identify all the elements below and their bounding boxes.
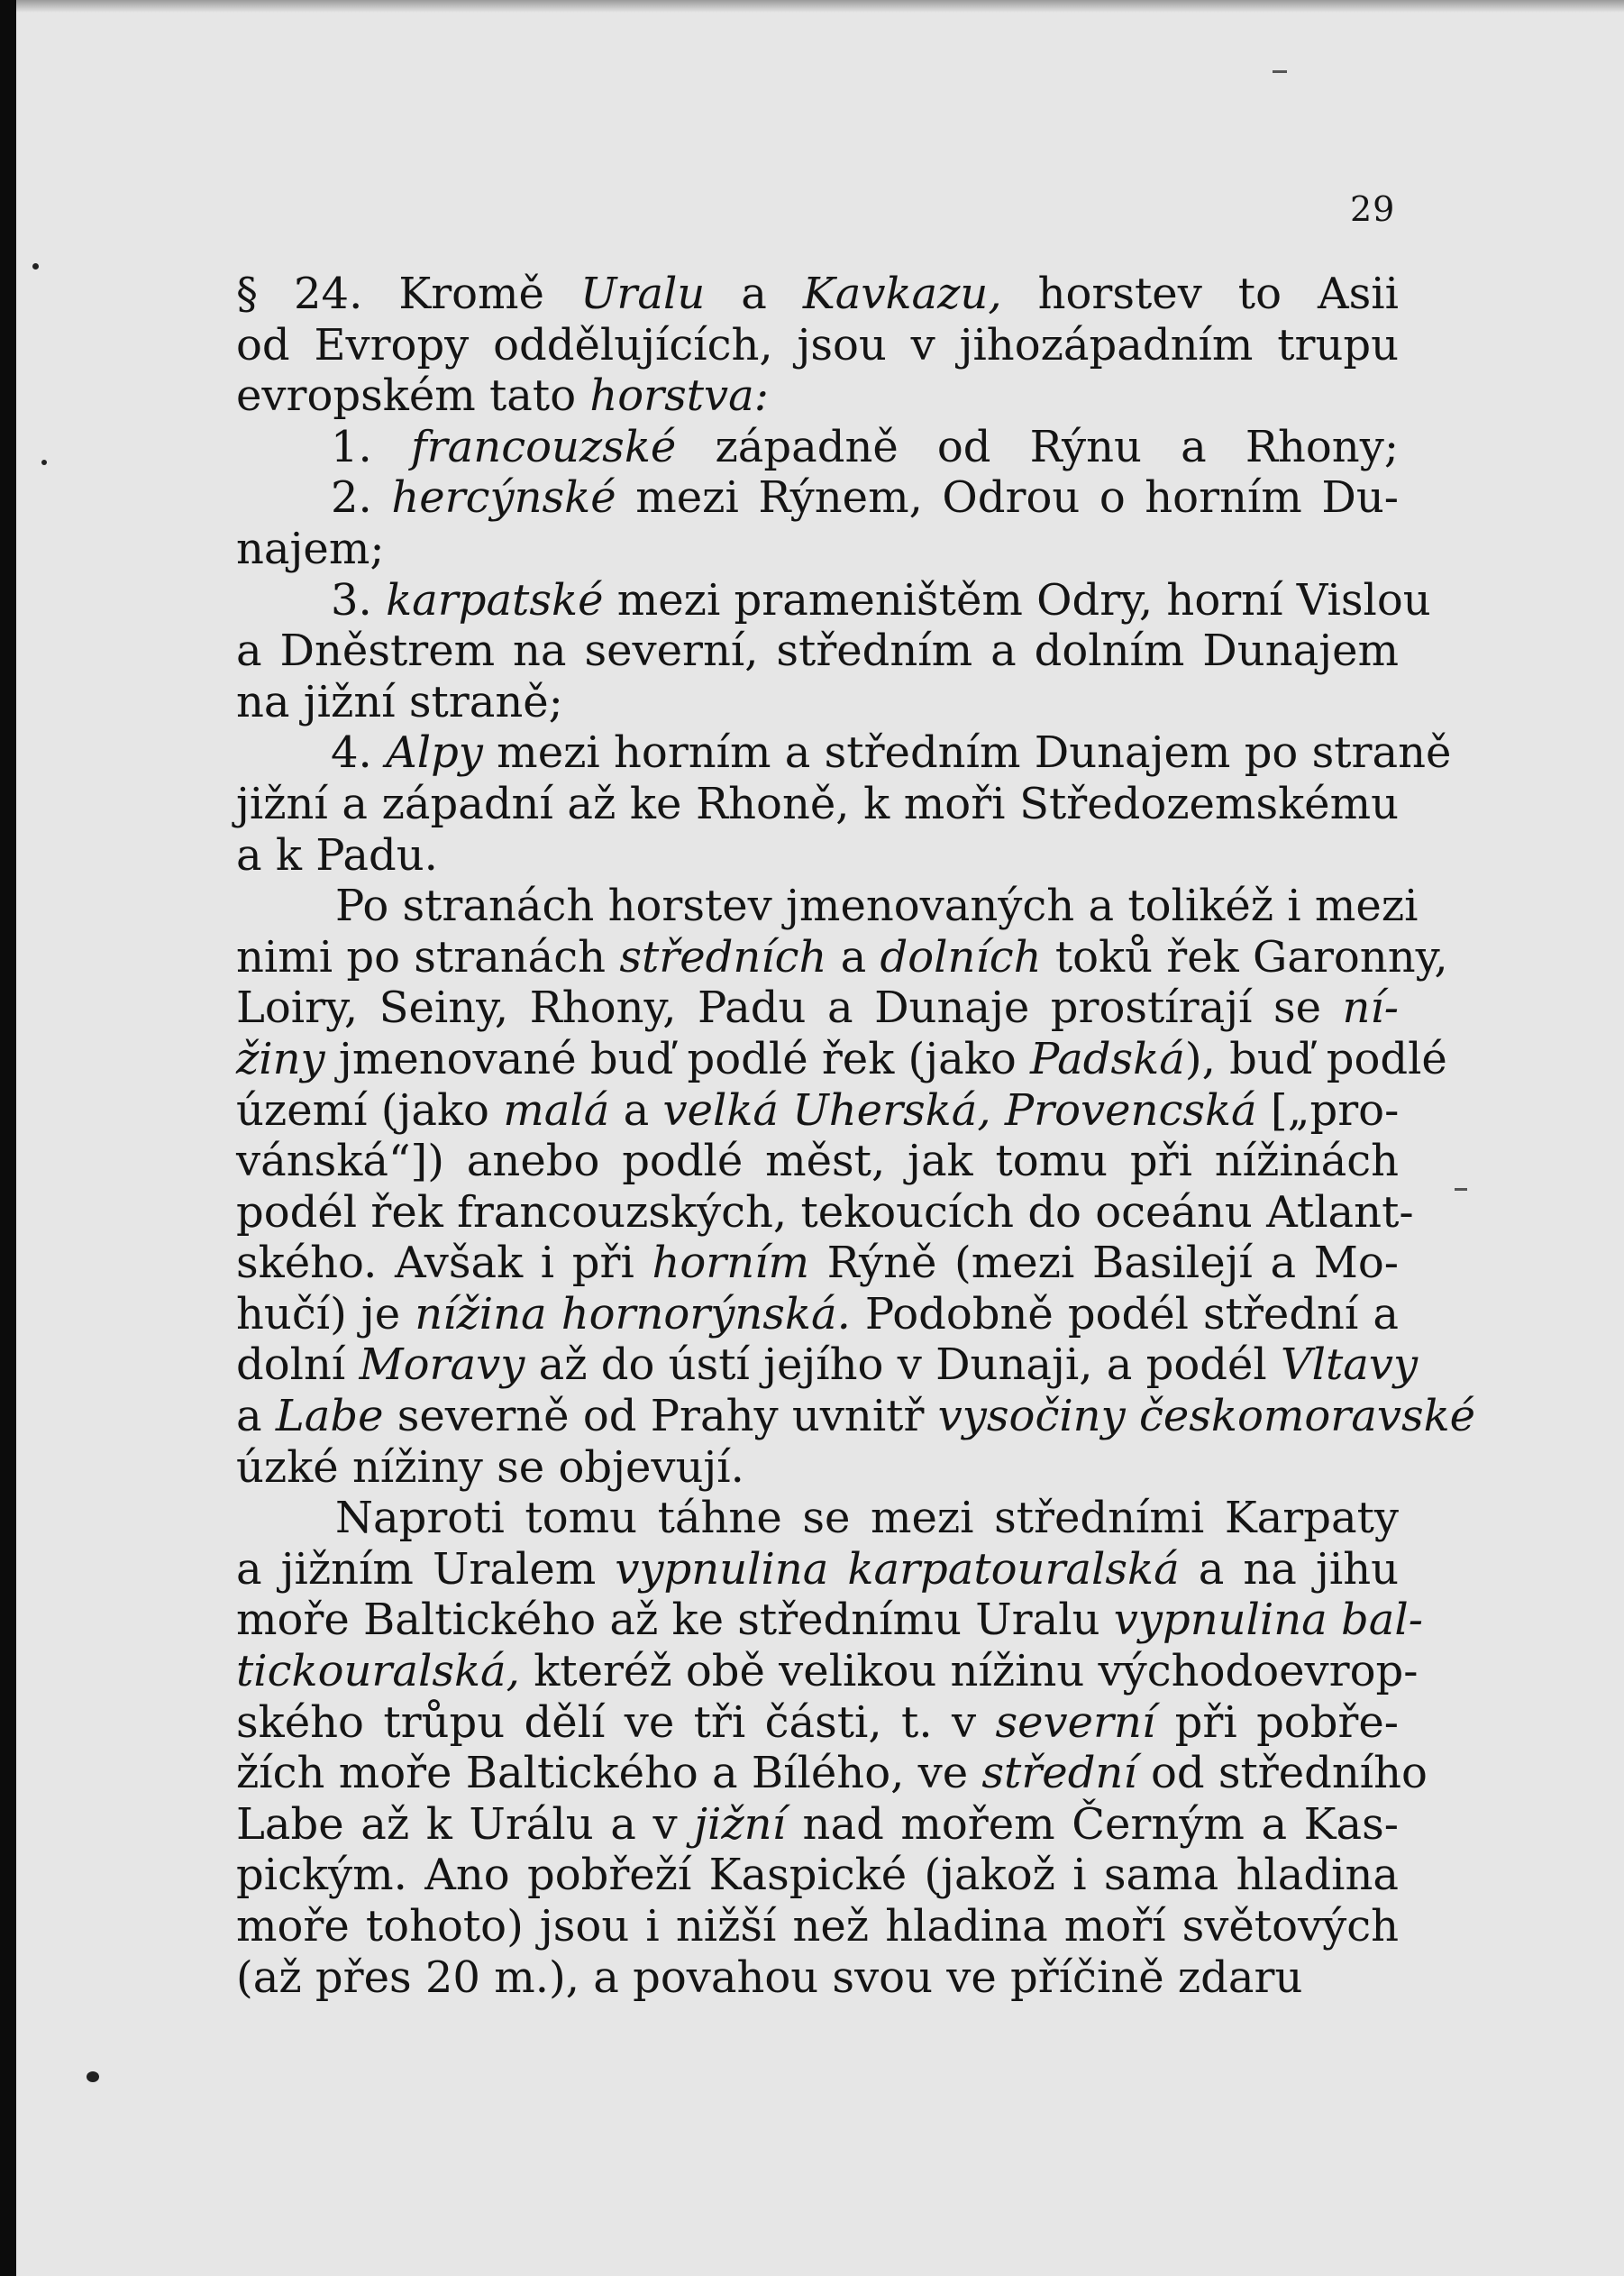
italic-term: žiny (236, 1033, 325, 1084)
text-line (236, 1646, 1419, 1697)
text-run: evropském tato (236, 370, 590, 422)
text-run: moře Baltického až ke střednímu Uralu (236, 1595, 1114, 1646)
text-run: § 24. Kromě (236, 269, 580, 319)
text-run: ského trůpu dělí ve tři části, t. v (236, 1696, 996, 1748)
scan-speck (87, 2071, 99, 2082)
page-number: 29 (1350, 189, 1396, 229)
text-run: dolní (236, 1339, 360, 1391)
text-run: západně od Rýnu a Rhony; (676, 421, 1399, 472)
italic-term: Vltavy (1280, 1339, 1419, 1391)
italic-term: vysočiny českomoravské (937, 1391, 1476, 1442)
text-run: ), buď podlé (1184, 1033, 1447, 1084)
text-line (236, 370, 1399, 422)
text-run: 2. (331, 472, 392, 524)
italic-term: velká Uherská, Provencská (662, 1084, 1257, 1136)
italic-term: horním (652, 1238, 810, 1289)
text-line (236, 626, 1399, 677)
text-run: jmenované buď podlé řek (jako (324, 1033, 1031, 1084)
text-line (236, 1493, 1399, 1544)
text-line (236, 1085, 1399, 1137)
text-line (236, 1850, 1399, 1901)
text-run: 1. (331, 421, 411, 472)
italic-term: horstva: (589, 370, 769, 422)
text-line (236, 1442, 1399, 1494)
italic-term: tickouralská, (236, 1646, 520, 1697)
text-line (236, 983, 1399, 1034)
text-run: nad mořem Černým a Kas- (785, 1798, 1399, 1850)
italic-term: Uralu (579, 269, 706, 319)
text-run: a (826, 931, 880, 983)
text-run: horstev to Asii (1001, 269, 1399, 319)
scan-top-shadow (16, 0, 1624, 13)
text-run: ského. Avšak i při (236, 1238, 652, 1289)
text-run: žích moře Baltického a Bílého, ve (236, 1748, 982, 1799)
italic-term: vypnulina karpatouralská (615, 1543, 1180, 1595)
text-line (236, 830, 1399, 882)
text-run: severně od Prahy uvnitř (383, 1391, 938, 1442)
text-run: Naproti tomu táhne se mezi středními Karpaty (335, 1493, 1399, 1544)
text-run: a k Padu. (236, 829, 438, 881)
scan-speck (32, 263, 39, 270)
text-line (236, 727, 1452, 779)
text-run: a Dněstrem na severní, středním a dolním Dunajem (236, 626, 1399, 677)
text-line (236, 1799, 1399, 1851)
text-run: při pobře- (1155, 1696, 1399, 1748)
text-run: 4. (331, 727, 387, 779)
italic-term: francouzské (410, 421, 677, 472)
text-run: mezi prameništěm Odry, horní Vislou (603, 574, 1431, 626)
italic-term: dolních (880, 931, 1042, 983)
text-run: a na jihu (1179, 1543, 1400, 1595)
text-line (236, 574, 1431, 626)
text-line (236, 1289, 1399, 1340)
text-run: až do ústí jejího v Dunaji, a podél (525, 1339, 1281, 1391)
text-run: toků řek Garonny, (1041, 931, 1448, 983)
scan-mark (1273, 70, 1287, 73)
italic-term: středních (619, 931, 827, 983)
text-line (236, 1544, 1399, 1595)
text-run: úzké nížiny se objevují. (236, 1441, 744, 1493)
text-run: od Evropy oddělujících, jsou v jihozápadním trupu (236, 319, 1399, 370)
italic-term: nížina hornorýnská. (415, 1288, 851, 1339)
text-line (236, 1238, 1399, 1289)
italic-term: Labe (275, 1391, 384, 1442)
italic-term: střední (981, 1748, 1137, 1799)
text-line (236, 881, 1419, 932)
text-run: 3. (331, 574, 387, 626)
text-run: území (jako (236, 1084, 504, 1136)
italic-term: severní (995, 1696, 1156, 1748)
text-run: pickým. Ano pobřeží Kaspické (jakož i sama hladina (236, 1850, 1399, 1901)
text-run: mezi Rýnem, Odrou o horním Du- (616, 472, 1399, 524)
text-run: nimi po stranách (236, 931, 620, 983)
text-run: najem; (236, 523, 385, 574)
italic-term: jižní (694, 1798, 786, 1850)
text-line (236, 524, 1399, 575)
text-line (236, 472, 1399, 524)
italic-term: Padská (1030, 1033, 1185, 1084)
text-line (236, 1748, 1428, 1799)
text-run: kteréž obě velikou nížinu východoevrop- (519, 1646, 1419, 1697)
scan-speck (41, 460, 47, 465)
text-run: moře tohoto) jsou i nižší než hladina moří světových (236, 1901, 1399, 1952)
text-line (236, 677, 1399, 728)
text-line (236, 1595, 1423, 1646)
italic-term: ní- (1342, 983, 1399, 1034)
text-run: Loiry, Seiny, Rhony, Padu a Dunaje prostírají se (236, 983, 1343, 1034)
text-run: a jižním Uralem (236, 1543, 616, 1595)
text-run: [„pro- (1256, 1084, 1400, 1136)
text-run: Rýně (mezi Basilejí a Mo- (809, 1238, 1399, 1289)
text-run: podél řek francouzských, tekoucích do oceánu Atlant- (236, 1186, 1414, 1238)
italic-term: karpatské (386, 574, 604, 626)
text-run: a (236, 1391, 276, 1442)
text-line (236, 1339, 1419, 1391)
text-line (236, 269, 1399, 320)
italic-term: hercýnské (391, 472, 616, 524)
text-line (236, 931, 1448, 983)
text-run: (až přes 20 m.), a povahou svou ve příčině zdaru (236, 1952, 1303, 2003)
page-text (236, 269, 1476, 2003)
text-line (236, 1952, 1399, 2004)
text-run: Po stranách horstev jmenovaných a tolikéž i mezi (335, 881, 1419, 932)
italic-term: Moravy (359, 1339, 525, 1391)
text-run: a (609, 1084, 663, 1136)
text-line (236, 1901, 1399, 1952)
text-line (236, 1697, 1399, 1749)
italic-term: Alpy (386, 727, 483, 779)
text-run: Podobně podél střední a (850, 1288, 1399, 1339)
text-line (236, 1136, 1399, 1187)
text-run: na jižní straně; (236, 676, 563, 727)
text-run: a (705, 269, 803, 319)
italic-term: Kavkazu, (802, 269, 1002, 319)
text-run: mezi horním a středním Dunajem po straně (482, 727, 1452, 779)
italic-term: malá (503, 1084, 610, 1136)
text-run: vánská“]) anebo podlé měst, jak tomu při nížinách (236, 1136, 1399, 1187)
text-run: hučí) je (236, 1288, 415, 1339)
text-line (236, 1033, 1447, 1085)
italic-term: vypnulina bal- (1113, 1595, 1423, 1646)
text-line (236, 779, 1399, 830)
text-line (236, 1391, 1476, 1442)
text-line (236, 320, 1399, 371)
text-line (236, 422, 1399, 473)
text-line (236, 1186, 1414, 1239)
text-run: jižní a západní až ke Rhoně, k moři Středozemskému (236, 778, 1399, 829)
scan-mark (1455, 1188, 1467, 1191)
text-run: od středního (1136, 1748, 1428, 1799)
text-run: Labe až k Urálu a v (236, 1798, 695, 1850)
